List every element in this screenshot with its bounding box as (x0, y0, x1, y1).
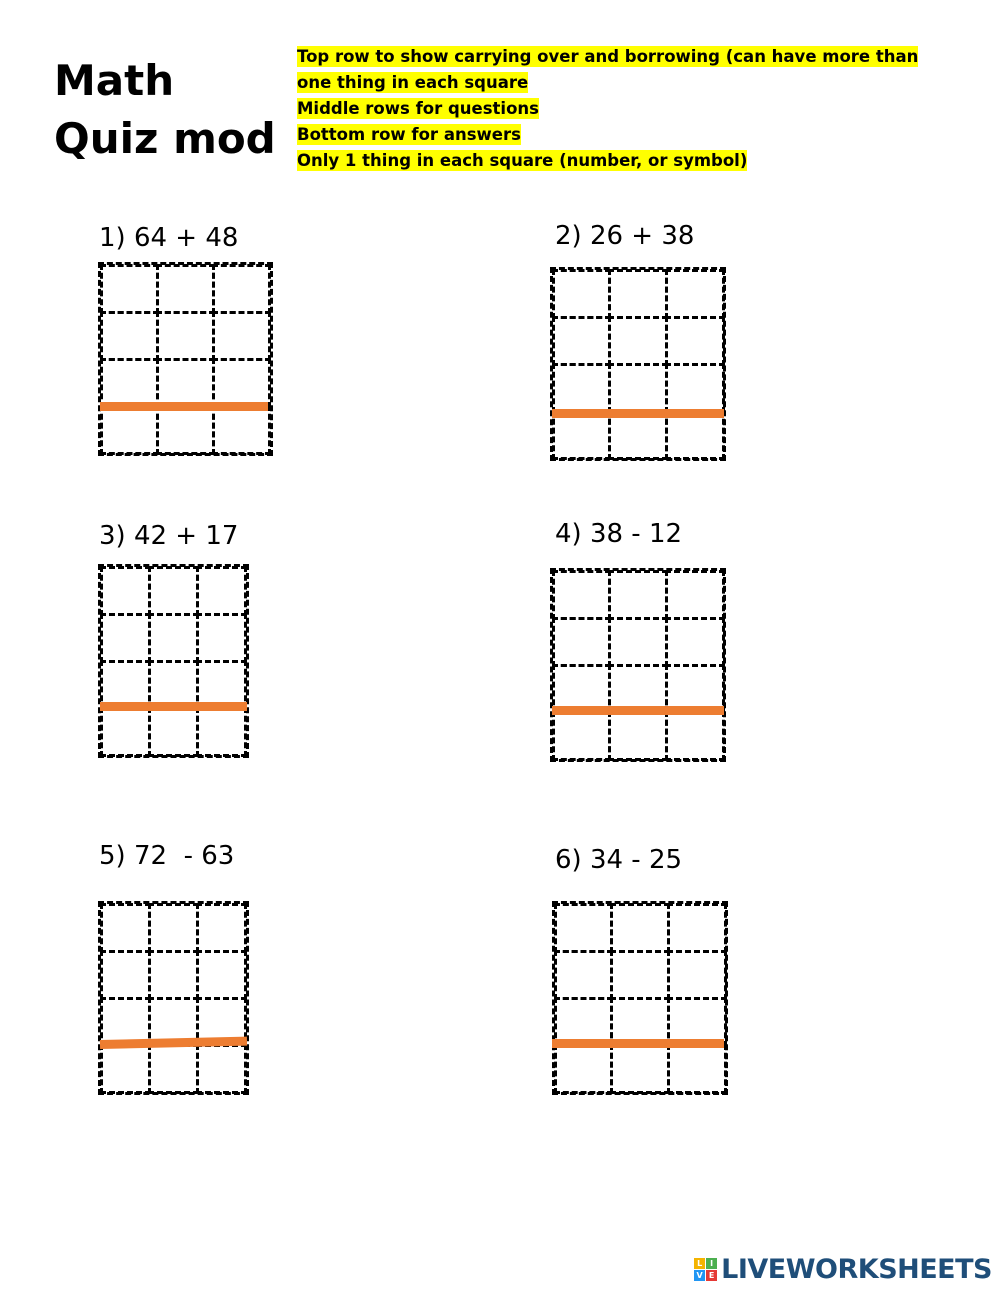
problem-label: 1) 64 + 48 (99, 223, 239, 253)
answer-cell[interactable] (100, 311, 159, 361)
answer-cell[interactable] (552, 617, 612, 667)
answer-cell[interactable] (608, 570, 668, 620)
answer-cell[interactable] (148, 903, 199, 953)
logo-block: V (694, 1270, 705, 1281)
instruction-line: Middle rows for questions (297, 99, 539, 118)
answer-cell[interactable] (610, 950, 670, 1000)
answer-cell[interactable] (212, 264, 271, 314)
answer-cell[interactable] (667, 1044, 727, 1094)
answer-cell[interactable] (665, 363, 725, 413)
answer-cell[interactable] (156, 311, 215, 361)
answer-cell[interactable] (196, 566, 247, 616)
instruction-line: one thing in each square (297, 73, 529, 92)
answer-line (552, 409, 724, 418)
worksheet-title (54, 52, 276, 168)
answer-cell[interactable] (212, 311, 271, 361)
answer-cell[interactable] (100, 613, 151, 663)
answer-cell[interactable] (196, 950, 247, 1000)
answer-cell[interactable] (100, 950, 151, 1000)
problem-2-grid (550, 267, 726, 461)
answer-cell[interactable] (156, 358, 215, 408)
answer-cell[interactable] (554, 950, 614, 1000)
answer-line (100, 702, 247, 711)
answer-cell[interactable] (665, 617, 725, 667)
answer-cell[interactable] (156, 405, 215, 455)
answer-cell[interactable] (667, 950, 727, 1000)
answer-cell[interactable] (100, 264, 159, 314)
answer-line (552, 1039, 724, 1048)
problem-label: 4) 38 - 12 (555, 519, 683, 549)
answer-cell[interactable] (196, 903, 247, 953)
logo-blocks-icon (694, 1258, 717, 1281)
logo-text: LIVEWORKSHEETS (721, 1254, 992, 1285)
instruction-line: Bottom row for answers (297, 125, 521, 144)
instruction-line: Only 1 thing in each square (number, or symbol) (297, 151, 748, 170)
answer-cell[interactable] (196, 707, 247, 757)
answer-cell[interactable] (608, 363, 668, 413)
problem-3-grid (98, 564, 249, 758)
answer-cell[interactable] (608, 316, 668, 366)
answer-cell[interactable] (552, 269, 612, 319)
answer-cell[interactable] (148, 1044, 199, 1094)
answer-cell[interactable] (610, 1044, 670, 1094)
answer-cell[interactable] (148, 566, 199, 616)
answer-cell[interactable] (608, 269, 668, 319)
problem-4-grid (550, 568, 726, 762)
answer-cell[interactable] (148, 950, 199, 1000)
instruction-line: Top row to show carrying over and borrowing (can have more than (297, 47, 919, 66)
answer-cell[interactable] (665, 711, 725, 761)
problem-label: 3) 42 + 17 (99, 521, 239, 551)
answer-cell[interactable] (212, 358, 271, 408)
title-line-1: Math (54, 56, 175, 105)
answer-line (100, 402, 268, 411)
answer-line (552, 706, 724, 715)
answer-cell[interactable] (196, 1044, 247, 1094)
answer-cell[interactable] (610, 903, 670, 953)
answer-cell[interactable] (665, 269, 725, 319)
problem-label: 5) 72 - 63 (99, 841, 235, 871)
answer-cell[interactable] (608, 617, 668, 667)
answer-cell[interactable] (196, 613, 247, 663)
answer-cell[interactable] (156, 264, 215, 314)
problem-6-grid (552, 901, 728, 1095)
answer-cell[interactable] (148, 707, 199, 757)
answer-cell[interactable] (665, 316, 725, 366)
answer-cell[interactable] (608, 711, 668, 761)
answer-cell[interactable] (552, 316, 612, 366)
problem-5-grid (98, 901, 249, 1095)
answer-cell[interactable] (667, 903, 727, 953)
answer-cell[interactable] (554, 903, 614, 953)
answer-cell[interactable] (100, 405, 159, 455)
problem-label: 2) 26 + 38 (555, 221, 695, 251)
answer-cell[interactable] (212, 405, 271, 455)
answer-cell[interactable] (552, 570, 612, 620)
instructions (297, 44, 937, 174)
logo-block: L (694, 1258, 705, 1269)
answer-cell[interactable] (100, 358, 159, 408)
problem-1-grid (98, 262, 273, 456)
answer-cell[interactable] (100, 1044, 151, 1094)
answer-cell[interactable] (552, 711, 612, 761)
answer-cell[interactable] (148, 613, 199, 663)
problem-label: 6) 34 - 25 (555, 845, 683, 875)
answer-cell[interactable] (100, 903, 151, 953)
answer-cell[interactable] (100, 566, 151, 616)
liveworksheets-logo (694, 1254, 992, 1285)
answer-cell[interactable] (552, 363, 612, 413)
title-line-2: Quiz mod (54, 114, 276, 163)
logo-block: E (706, 1270, 717, 1281)
logo-block: I (706, 1258, 717, 1269)
answer-cell[interactable] (665, 570, 725, 620)
answer-cell[interactable] (554, 1044, 614, 1094)
answer-cell[interactable] (100, 707, 151, 757)
